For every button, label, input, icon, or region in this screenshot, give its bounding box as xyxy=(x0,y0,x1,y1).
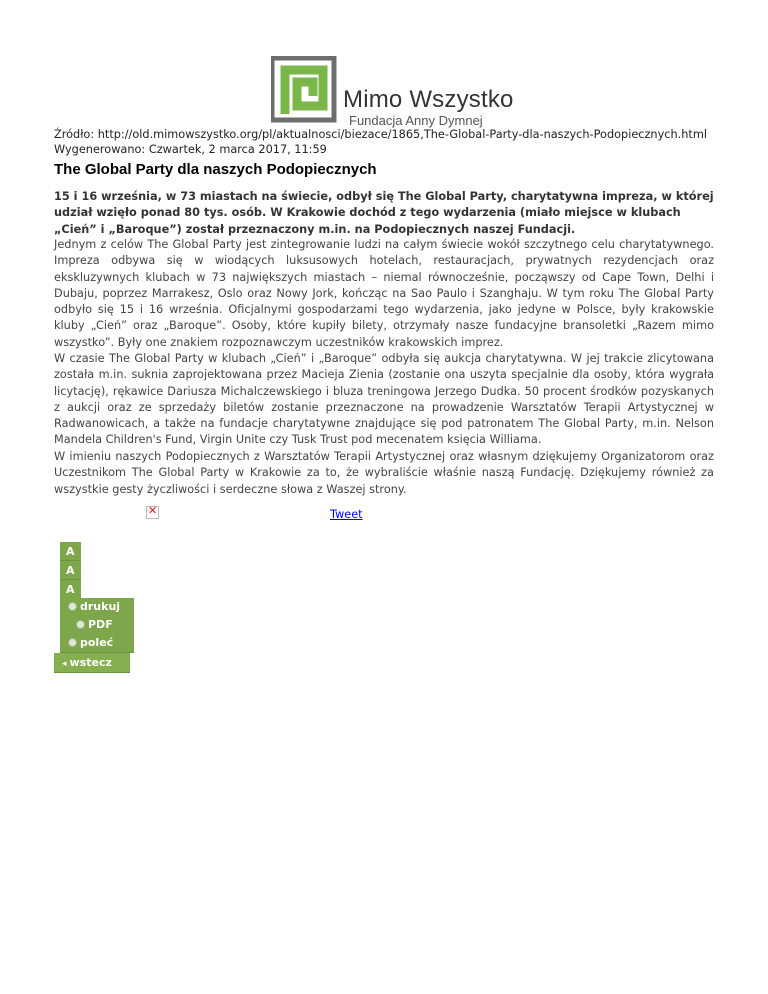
logo-title: Mimo Wszystko xyxy=(343,86,514,113)
recommend-label: poleć xyxy=(80,636,114,649)
article-paragraph: W czasie The Global Party w klubach „Cień” i „Baroque” odbyła się aukcja charytatywna. W jej trakcie zlicytowana została m.in. suknia zaprojektowana przez Macieja Zienia (zostanie ona uszyta specjalnie dla osoby, która wygrała licytację), rękawice Dariusza Michalczewskiego i bluza treningowa Jerzego Dudka. 50 procent środków pozyskanych z aukcji oraz ze sprzedaży biletów zostanie przeznaczone na prowadzenie Warsztatów Terapii Artystycznej w Radwanowicach, a także na fundacje charytatywne znajdujące się pod patronatem The Global Party, m.in. Nelson Mandela Children's Fund, Virgin Unite czy Tusk Trust pod mecenatem księcia Williama. xyxy=(54,352,714,447)
source-url: Źródło: http://old.mimowszystko.org/pl/aktualnosci/biezace/1865,The-Global-Party-dla-naszych-Podopiecznych.html xyxy=(54,128,707,141)
print-label: drukuj xyxy=(80,600,121,613)
print-button[interactable] xyxy=(60,598,134,617)
article-paragraph: Jednym z celów The Global Party jest zintegrowanie ludzi na całym świecie wokół szczytnego celu charytatywnego. Impreza odbywa się w wiodących luksusowych hotelach, restauracjach, prywatnych rezydencjach oraz ekskluzywnych klubach w 73 największych miastach – niemal równocześnie, począwszy od Cape Town, Delhi i Dubaju, poprzez Marrakesz, Oslo oraz Nowy Jork, kończąc na Sao Paulo i Szanghaju. W tym roku The Global Party odbyło się 15 i 16 września. Oficjalnymi gospodarzami tego wydarzenia, jako jedyne w Polsce, były krakowskie kluby „Cień” oraz „Baroque”. Osoby, które kupiły bilety, otrzymały nasze fundacyjne bransoletki „Razem mimo wszystko”. Były one znakiem rozpoznawczym uczestników krakowskich imprez. xyxy=(54,238,714,349)
font-size-large-button[interactable]: A xyxy=(60,580,81,599)
recommend-icon xyxy=(68,638,77,647)
article-lead: 15 i 16 września, w 73 miastach na świecie, odbył się The Global Party, charytatywna impreza, w której udział wzięło ponad 80 tys. osób. W Krakowie dochód z tego wydarzenia (miało miejsce w klubach „Cień” i „Baroque”) został przeznaczony m.in. na Podopiecznych naszej Fundacji. xyxy=(54,190,714,236)
pdf-button[interactable] xyxy=(60,616,134,635)
meta-info xyxy=(54,128,707,157)
font-size-small-button[interactable]: A xyxy=(60,542,81,561)
pdf-label: PDF xyxy=(88,618,113,631)
recommend-button[interactable] xyxy=(60,634,134,653)
pdf-icon xyxy=(76,620,85,629)
broken-image-icon: ✕ xyxy=(148,504,158,517)
logo xyxy=(271,56,514,128)
font-size-medium-button[interactable]: A xyxy=(60,561,81,580)
chevron-left-icon: ◂ xyxy=(62,659,67,669)
generated-date: Wygenerowano: Czwartek, 2 marca 2017, 11:59 xyxy=(54,142,327,156)
back-button[interactable] xyxy=(54,653,130,673)
print-icon xyxy=(68,602,77,611)
article-title: The Global Party dla naszych Podopiecznych xyxy=(54,161,377,178)
logo-subtitle: Fundacja Anny Dymnej xyxy=(349,113,483,128)
logo-spiral-icon xyxy=(271,56,341,126)
back-label: wstecz xyxy=(69,656,112,669)
article-paragraph: W imieniu naszych Podopiecznych z Warsztatów Terapii Artystycznej oraz własnym dziękujemy Organizatorom oraz Uczestnikom The Global Party w Krakowie za to, że wybraliście właśnie naszą Fundację. Dziękujemy również za wszystkie gesty życzliwości i serdeczne słowa z Waszej strony. xyxy=(54,450,714,496)
tweet-link[interactable]: Tweet xyxy=(330,508,363,521)
